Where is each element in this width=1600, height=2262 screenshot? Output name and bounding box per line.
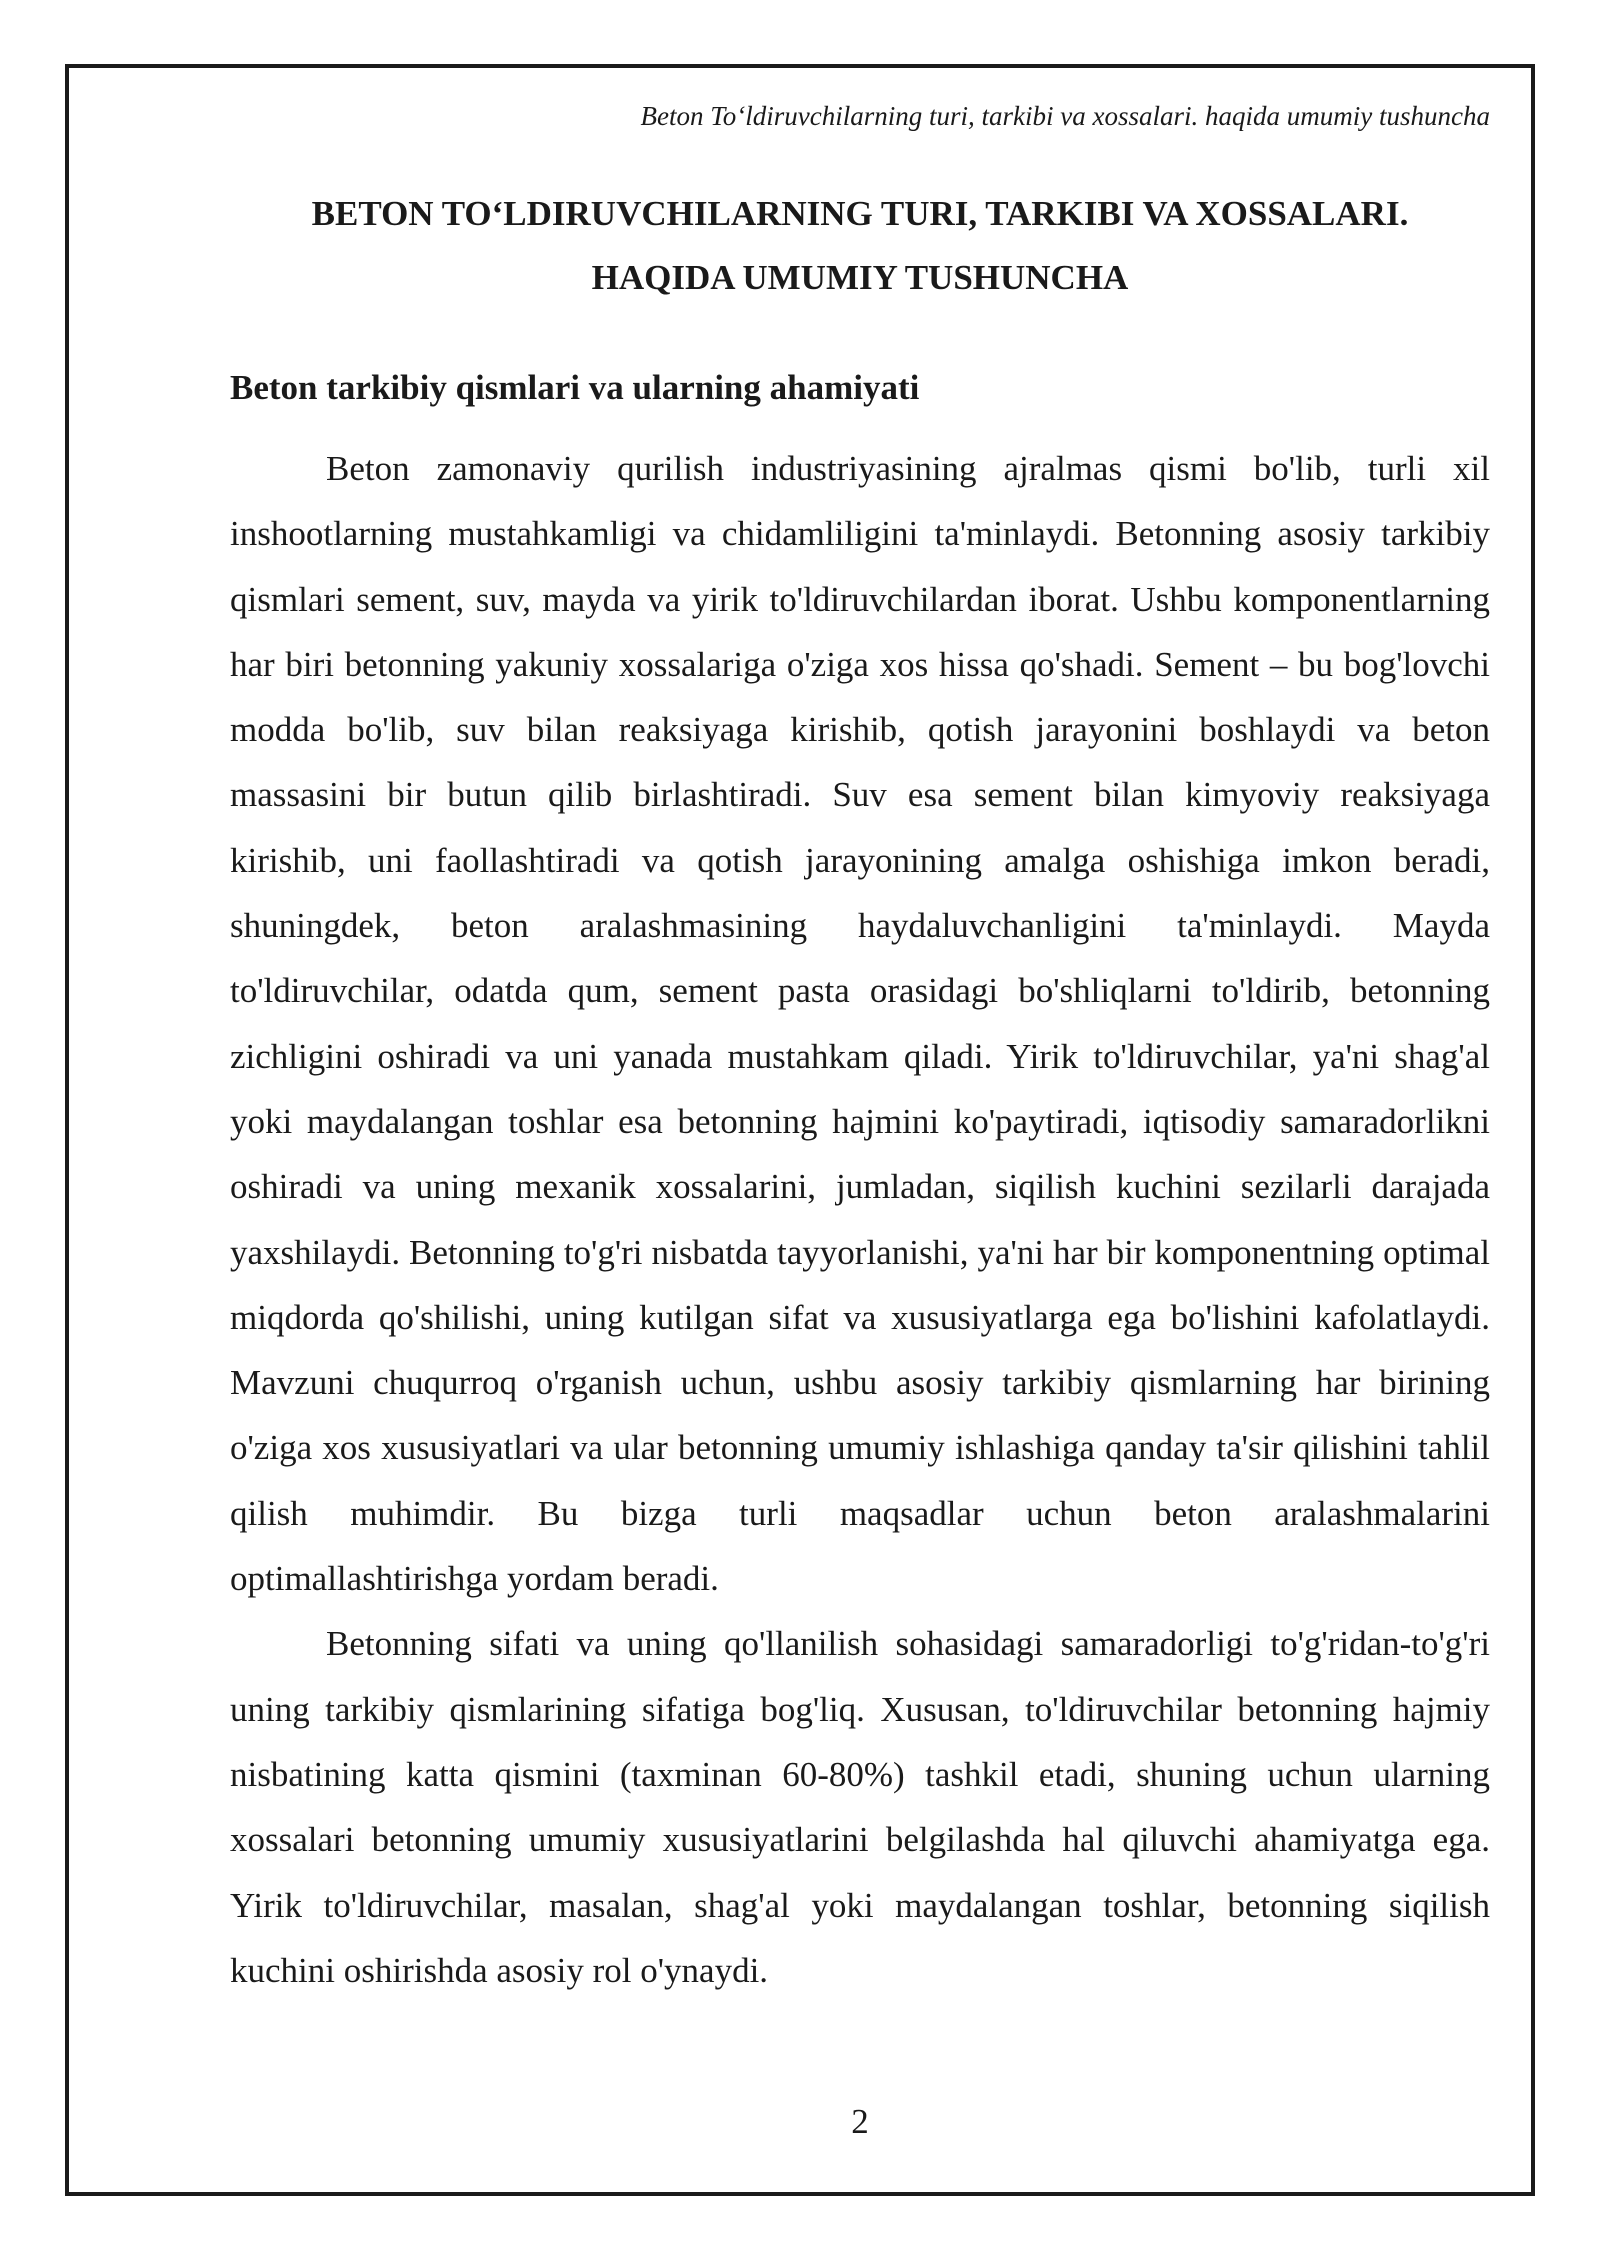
running-header: Beton To‘ldiruvchilarning turi, tarkibi va xossalari. haqida umumiy tushuncha xyxy=(640,101,1490,131)
body-text xyxy=(230,436,1490,2003)
title-line-2: HAQIDA UMUMIY TUSHUNCHA xyxy=(591,258,1129,297)
paragraph: Betonning sifati va uning qo'llanilish sohasidagi samaradorligi to'g'ridan-to'g'ri uning tarkibiy qismlarining sifatiga bog'liq. Xususan, to'ldiruvchilar betonning hajmiy nisbatining katta qismini (taxminan 60-80%) tashkil etadi, shuning uchun ularning xossalari betonning umumiy xususiyatlarini belgilashda hal qiluvchi ahamiyatga ega. Yirik to'ldiruvchilar, masalan, shag'al yoki maydalangan toshlar, betonning siqilish kuchini oshirishda asosiy rol o'ynaydi. xyxy=(230,1624,1490,1990)
document-title xyxy=(230,182,1490,310)
title-line-1: BETON TO‘LDIRUVCHILARNING TURI, TARKIBI VA XOSSALARI. xyxy=(311,194,1409,233)
paragraph: Beton zamonaviy qurilish industriyasining ajralmas qismi bo'lib, turli xil inshootlarning mustahkamligi va chidamliligini ta'minlaydi. Betonning asosiy tarkibiy qismlari sement, suv, mayda va yirik to'ldiruvchilardan iborat. Ushbu komponentlarning har biri betonning yakuniy xossalariga o'ziga xos hissa qo'shadi. Sement – bu bog'lovchi modda bo'lib, suv bilan reaksiyaga kirishib, qotish jarayonini boshlaydi va beton massasini bir butun qilib birlashtiradi. Suv esa sement bilan kimyoviy reaksiyaga kirishib, uni faollashtiradi va qotish jarayonining amalga oshishiga imkon beradi, shuningdek, beton aralashmasining haydaluvchanligini ta'minlaydi. Mayda to'ldiruvchilar, odatda qum, sement pasta orasidagi bo'shliqlarni to'ldirib, betonning zichligini oshiradi va uni yanada mustahkam qiladi. Yirik to'ldiruvchilar, ya'ni shag'al yoki maydalangan toshlar esa betonning hajmini ko'paytiradi, iqtisodiy samaradorlikni oshiradi va uning mexanik xossalarini, jumladan, siqilish kuchini sezilarli darajada yaxshilaydi. Betonning to'g'ri nisbatda tayyorlanishi, ya'ni har bir komponentning optimal miqdorda qo'shilishi, uning kutilgan sifat va xususiyatlarga ega bo'lishini kafolatlaydi. Mavzuni chuqurroq o'rganish uchun, ushbu asosiy tarkibiy qismlarning har birining o'ziga xos xususiyatlari va ular betonning umumiy ishlashiga qanday ta'sir qilishini tahlil qilish muhimdir. Bu bizga turli maqsadlar uchun beton aralashmalarini optimallashtirishga yordam beradi. xyxy=(230,449,1490,1599)
page-number: 2 xyxy=(851,2102,869,2141)
section-heading: Beton tarkibiy qismlari va ularning ahamiyati xyxy=(230,368,920,407)
